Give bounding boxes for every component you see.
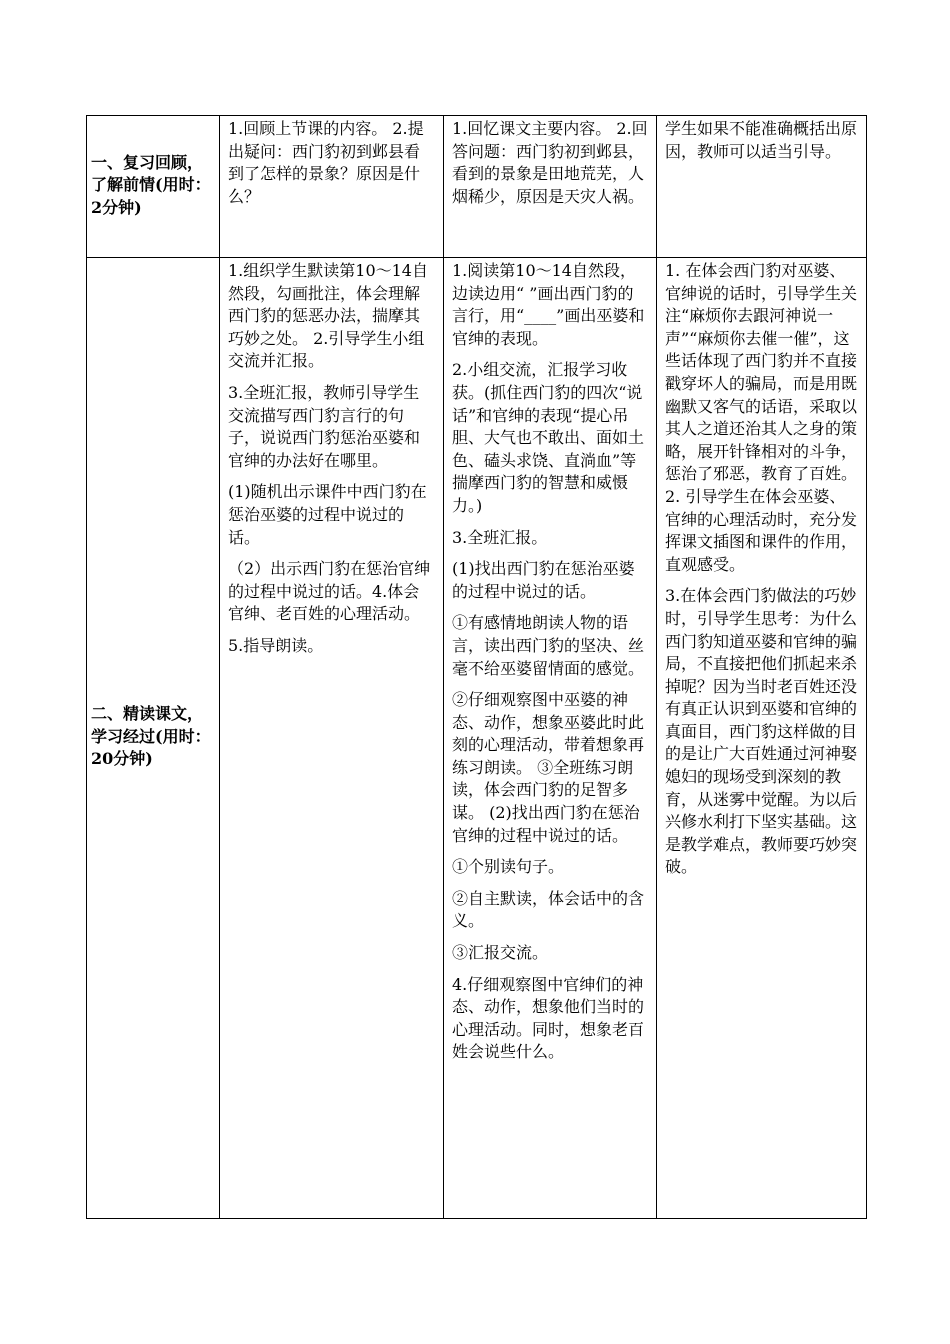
stage-cell	[87, 258, 220, 1219]
paragraph: 3.全班汇报。	[452, 527, 548, 547]
paragraph: 1.组织学生默读第10～14自然段，勾画批注，体会理解西门豹的惩恶办法，揣摩其巧妙之处。 2.引导学生小组交流并汇报。	[228, 261, 428, 371]
paragraph: ①个别读句子。	[452, 857, 565, 877]
paragraph: 1.回顾上节课的内容。 2.提出疑问：西门豹初到邺县看到了怎样的景象？原因是什么？	[228, 119, 424, 206]
teacher-activity-cell	[220, 258, 444, 1219]
paragraph: ③汇报交流。	[452, 943, 549, 963]
paragraph: 1.回忆课文主要内容。 2.回答问题：西门豹初到邺县，看到的景象是田地荒芜，人烟稀少，原因是天灾人祸。	[452, 119, 648, 206]
design-intent-cell	[657, 258, 867, 1219]
paragraph: 5.指导朗读。	[228, 635, 324, 655]
table-row	[87, 116, 867, 258]
stage-cell	[87, 116, 220, 258]
lesson-plan-table	[86, 115, 867, 1219]
paragraph: 1.阅读第10～14自然段，边读边用“ ”画出西门豹的言行，用“____”画出巫婆和官绅的表现。	[452, 261, 645, 348]
paragraph: ①有感情地朗读人物的语言，读出西门豹的坚决、丝毫不给巫婆留情面的感觉。	[452, 613, 645, 678]
paragraph: 3.全班汇报，教师引导学生交流描写西门豹言行的句子，说说西门豹惩治巫婆和官绅的办法好在哪里。	[228, 382, 421, 470]
paragraph: ②仔细观察图中巫婆的神态、动作，想象巫婆此时此刻的心理活动，带着想象再练习朗读。 ③全班练习朗读，体会西门豹的足智多谋。 (2)找出西门豹在惩治官绅的过程中说过的话。	[452, 690, 645, 845]
paragraph: （2）出示西门豹在惩治官绅的过程中说过的话。4.体会官绅、老百姓的心理活动。	[228, 559, 431, 624]
paragraph: (1)随机出示课件中西门豹在惩治巫婆的过程中说过的话。	[228, 482, 427, 547]
paragraph: 4.仔细观察图中官绅们的神态、动作，想象他们当时的心理活动。同时，想象老百姓会说些什么。	[452, 974, 645, 1062]
design-intent-cell	[657, 116, 867, 258]
table-row	[87, 258, 867, 1219]
student-activity-cell	[444, 258, 657, 1219]
paragraph: 2.小组交流，汇报学习收获。(抓住西门豹的四次“说话”和官绅的表现“提心吊胆、大气也不敢出、面如土色、磕头求饶、直淌血”等揣摩西门豹的智慧和威慑力。)	[452, 360, 645, 515]
student-activity-cell	[444, 116, 657, 258]
paragraph: 3.在体会西门豹做法的巧妙时，引导学生思考：为什么西门豹知道巫婆和官绅的骗局，不直接把他们抓起来杀掉呢？因为当时老百姓还没有真正认识到巫婆和官绅的真面目，西门豹这样做的目的是让广大百姓通过河神娶媳妇的现场受到深刻的教育，从迷雾中觉醒。为以后兴修水利打下坚实基础。这是教学难点，教师要巧妙突破。	[665, 586, 858, 877]
paragraph: (1)找出西门豹在惩治巫婆的过程中说过的话。	[452, 559, 635, 601]
paragraph: 1. 在体会西门豹对巫婆、官绅说的话时，引导学生关注“麻烦你去跟河神说一声”“麻烦你去催一催”，这些话体现了西门豹并不直接戳穿坏人的骗局，而是用既幽默又客气的话语，采取以其人之道还治其人之身的策略，展开针锋相对的斗争，惩治了邪恶，教育了百姓。 2. 引导学生在体会巫婆、官绅的心理活动时，充分发挥课文插图和课件的作用，直观感受。	[665, 261, 858, 574]
stage-label: 二、精读课文，学习经过(用时：20分钟)	[91, 704, 211, 769]
paragraph: 学生如果不能准确概括出原因，教师可以适当引导。	[665, 119, 858, 161]
teacher-activity-cell	[220, 116, 444, 258]
stage-label: 一、复习回顾，了解前情(用时：2分钟)	[91, 152, 211, 217]
paragraph: ②自主默读，体会话中的含义。	[452, 888, 645, 931]
